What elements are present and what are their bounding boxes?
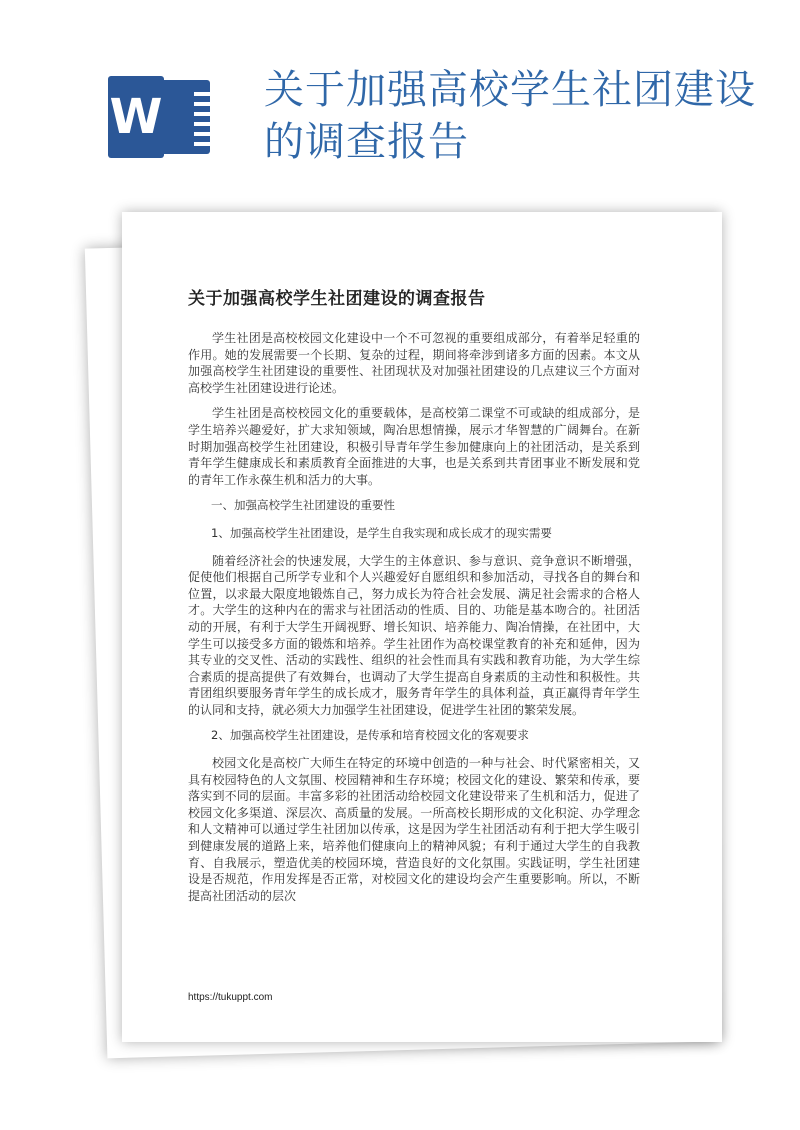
document-body bbox=[188, 330, 640, 913]
word-logo-letter: W bbox=[108, 76, 164, 158]
paragraph: 学生社团是高校校园文化建设中一个不可忽视的重要组成部分，有着举足轻重的作用。她的发展需要一个长期、复杂的过程，期间将牵涉到诸多方面的因素。本文从加强高校学生社团建设的重要性、社团现状及对加强社团建设的几点建议三个方面对高校学生社团建设进行论述。 bbox=[188, 331, 640, 395]
document-title: 关于加强高校学生社团建设的调查报告 bbox=[188, 289, 486, 309]
paragraph: 随着经济社会的快速发展，大学生的主体意识、参与意识、竞争意识不断增强，促使他们根据自己所学专业和个人兴趣爱好自愿组织和参加活动，寻找各自的舞台和位置，以求最大限度地锻炼自己，努力成长为符合社会发展、满足社会需求的合格人才。大学生的这种内在的需求与社团活动的性质、目的、功能是基本吻合的。社团活动的开展，有利于大学生开阔视野、增长知识、培养能力、陶冶情操，在社团中，大学生可以接受多方面的锻炼和培养。学生社团作为高校课堂教育的补充和延伸，因为其专业的交叉性、活动的实践性、组织的社会性而具有实践和教育功能，为大学生综合素质的提高提供了有效舞台，也调动了大学生提高自身素质的主动性和积极性。共青团组织要服务青年学生的成长成才，服务青年学生的具体利益，真正赢得青年学生的认同和支持，就必须大力加强学生社团建设，促进学生社团的繁荣发展。 bbox=[188, 553, 640, 717]
text-line-decoration bbox=[194, 142, 236, 146]
header-title: 关于加强高校学生社团建设的调查报告 bbox=[264, 67, 756, 165]
section-heading: 一、加强高校学生社团建设的重要性 bbox=[211, 498, 395, 513]
paragraph: 校园文化是高校广大师生在特定的环境中创造的一种与社会、时代紧密相关，又具有校园特色的人文氛围、校园精神和生存环境；校园文化的建设、繁荣和传承，要落实到不同的层面。丰富多彩的社团活动给校园文化建设带来了生机和活力，促进了校园文化多渠道、深层次、高质量的发展。一所高校长期形成的文化积淀、办学理念和人文精神可以通过学生社团加以传承，这是因为学生社团活动有利于把大学生吸引到健康发展的道路上来，培养他们健康向上的精神风貌；有利于通过大学生的自我教育、自我展示，塑造优美的校园环境，营造良好的文化氛围。实践证明，学生社团建设是否规范，作用发挥是否正常，对校园文化的建设均会产生重要影响。所以，不断提高社团活动的层次 bbox=[188, 756, 640, 903]
paragraph: 学生社团是高校校园文化的重要载体，是高校第二课堂不可或缺的组成部分，是学生培养兴趣爱好，扩大求知领域，陶冶思想情操，展示才华智慧的广阔舞台。在新时期加强高校学生社团建设，积极引导青年学生参加健康向上的社团活动，是关系到青年学生健康成长和素质教育全面推进的大事，也是关系到共青团事业不断发展和党的青年工作永葆生机和活力的大事。 bbox=[188, 406, 640, 487]
text-line-decoration bbox=[194, 112, 236, 116]
subsection-heading: 2、加强高校学生社团建设，是传承和培育校园文化的客观要求 bbox=[211, 728, 529, 743]
text-line-decoration bbox=[194, 122, 236, 126]
text-line-decoration bbox=[194, 132, 236, 136]
subsection-heading: 1、加强高校学生社团建设，是学生自我实现和成长成才的现实需要 bbox=[211, 525, 552, 540]
text-line-decoration bbox=[194, 102, 236, 106]
word-document-icon bbox=[108, 76, 212, 158]
document-page bbox=[122, 212, 722, 1042]
text-line-decoration bbox=[194, 92, 236, 96]
source-url: https://tukuppt.com bbox=[188, 992, 273, 1003]
